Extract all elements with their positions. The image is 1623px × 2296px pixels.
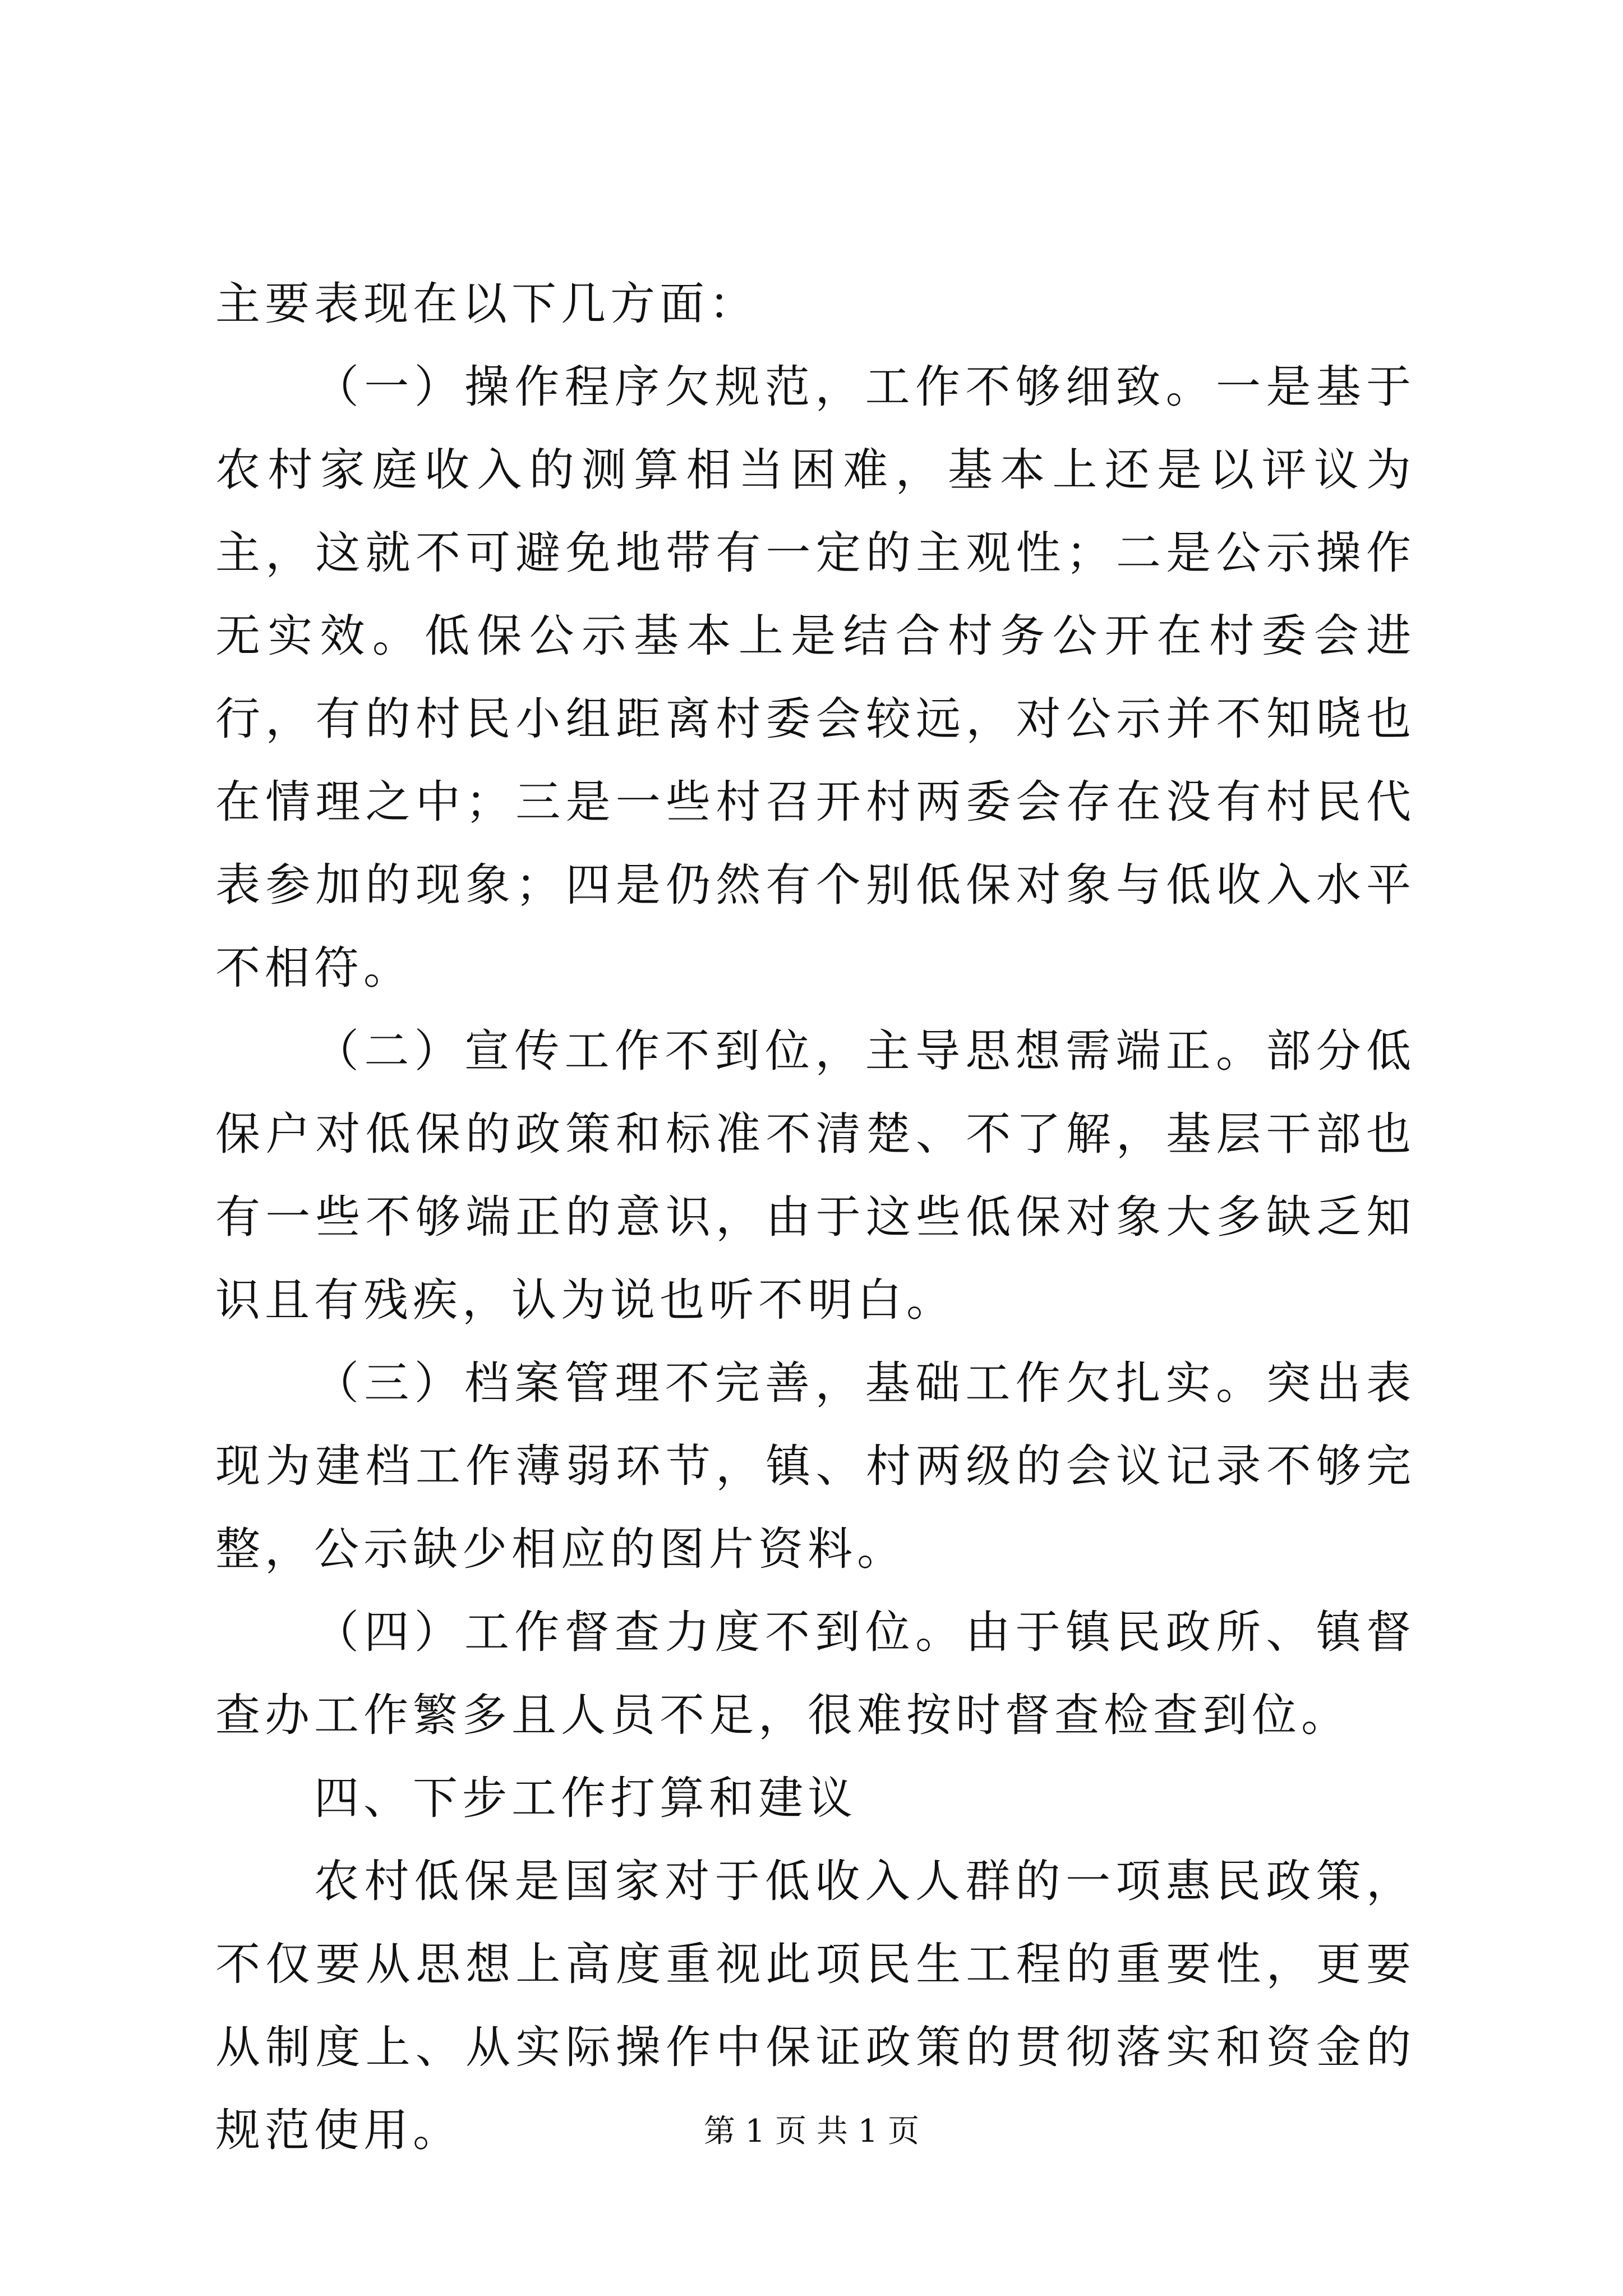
paragraph-item-3: （三）档案管理不完善，基础工作欠扎实。突出表现为建档工作薄弱环节，镇、村两级的会议记录不够完整，公示缺少相应的图片资料。 xyxy=(215,1357,1415,1575)
paragraph-intro: 主要表现在以下几方面： xyxy=(215,278,758,330)
section-heading: 四、下步工作打算和建议 xyxy=(314,1772,857,1824)
paragraph-item-4: （四）工作督查力度不到位。由于镇民政所、镇督查办工作繁多且人员不足，很难按时督查检查到位。 xyxy=(215,1606,1415,1741)
paragraph-item-2: （二）宣传工作不到位，主导思想需端正。部分低保户对低保的政策和标准不清楚、不了解，基层干部也有一些不够端正的意识，由于这些低保对象大多缺乏知识且有残疾，认为说也听不明白。 xyxy=(215,1025,1415,1326)
paragraph-item-1: （一）操作程序欠规范，工作不够细致。一是基于农村家庭收入的测算相当困难，基本上还是以评议为主，这就不可避免地带有一定的主观性；二是公示操作无实效。低保公示基本上是结合村务公开在村委会进行，有的村民小组距离村委会较远，对公示并不知晓也在情理之中；三是一些村召开村两委会存在没有村民代表参加的现象；四是仍然有个别低保对象与低收入水平不相符。 xyxy=(215,361,1415,994)
page-footer: 第 1 页 共 1 页 xyxy=(703,2113,920,2150)
document-body xyxy=(215,263,1415,2172)
paragraph-conclusion: 农村低保是国家对于低收入人群的一项惠民政策，不仅要从思想上高度重视此项民生工程的重要性，更要从制度上、从实际操作中保证政策的贯彻落实和资金的规范使用。 xyxy=(215,1855,1415,2156)
